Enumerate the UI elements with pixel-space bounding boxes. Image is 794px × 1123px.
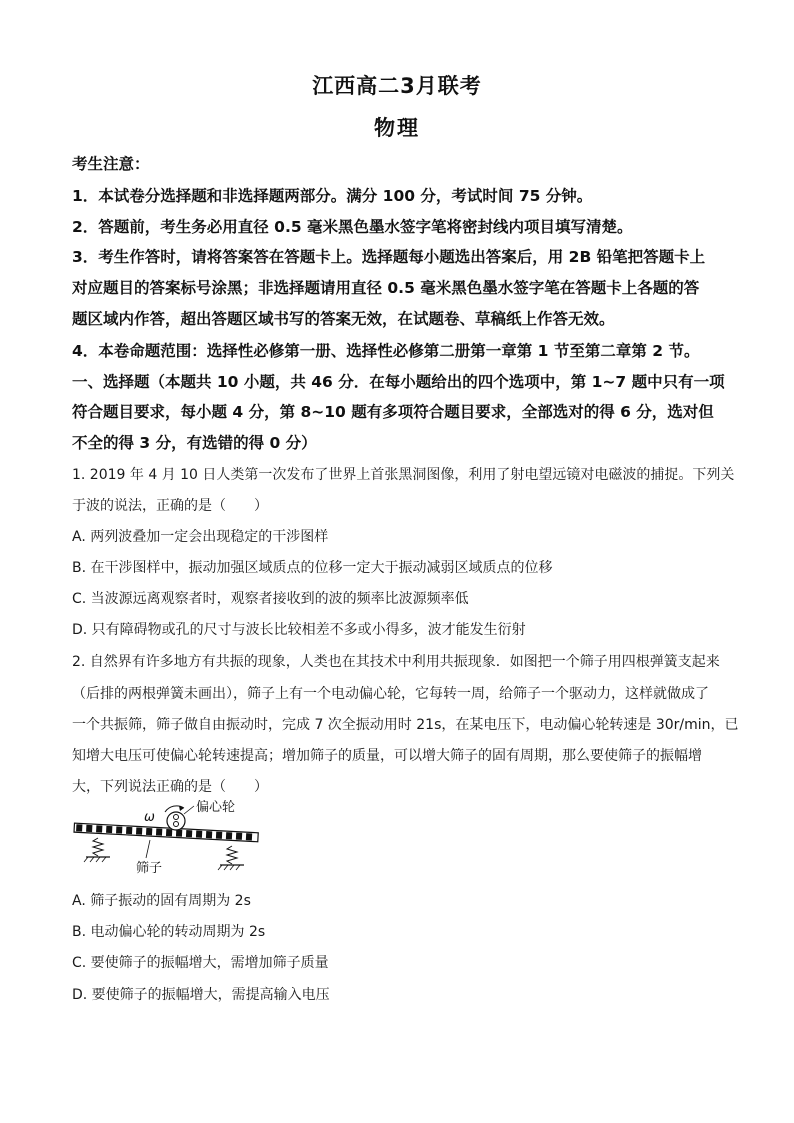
question-1-option-a: A. 两列波叠加一定会出现稳定的干涉图样 bbox=[72, 529, 329, 545]
wheel-leader-line bbox=[184, 806, 194, 814]
section-instructions: 不全的得 3 分，有选错的得 0 分） bbox=[72, 434, 317, 452]
right-spring bbox=[218, 846, 244, 870]
resonance-sieve-figure bbox=[72, 800, 262, 880]
sieve-leader-line bbox=[146, 840, 150, 858]
question-1-stem: 于波的说法，正确的是（ ） bbox=[72, 498, 268, 514]
question-2-option-d: D. 要使筛子的振幅增大，需提高输入电压 bbox=[72, 987, 330, 1003]
question-1-option-c: C. 当波源远离观察者时，观察者接收到的波的频率比波源频率低 bbox=[72, 591, 469, 607]
notice-item: 题区域内作答，超出答题区域书写的答案无效，在试题卷、草稿纸上作答无效。 bbox=[72, 310, 615, 328]
sieve-label: 筛子 bbox=[136, 861, 163, 876]
section-instructions: 一、选择题（本题共 10 小题，共 46 分．在每小题给出的四个选项中，第 1~7 题中只有一项 bbox=[72, 373, 725, 391]
question-2-option-a: A. 筛子振动的固有周期为 2s bbox=[72, 893, 251, 909]
sieve-plate bbox=[74, 823, 258, 842]
question-2-stem: （后排的两根弹簧未画出），筛子上有一个电动偏心轮，它每转一周，给筛子一个驱动力，这样就做成了 bbox=[72, 686, 709, 702]
subject-title: 物理 bbox=[374, 116, 420, 140]
question-2-option-c: C. 要使筛子的振幅增大，需增加筛子质量 bbox=[72, 955, 329, 971]
question-2-stem: 一个共振筛，筛子做自由振动时，完成 7 次全振动用时 21s，在某电压下，电动偏心轮转速是 30r/min，已 bbox=[72, 717, 739, 733]
question-1-stem: 1. 2019 年 4 月 10 日人类第一次发布了世界上首张黑洞图像，利用了射电望远镜对电磁波的捕捉。下列关 bbox=[72, 467, 735, 483]
question-1-option-d: D. 只有障碍物或孔的尺寸与波长比较相差不多或小得多，波才能发生衍射 bbox=[72, 622, 526, 638]
notice-item: 2．答题前，考生务必用直径 0.5 毫米黑色墨水签字笔将密封线内项目填写清楚。 bbox=[72, 218, 633, 236]
section-instructions: 符合题目要求，每小题 4 分，第 8~10 题有多项符合题目要求，全部选对的得 6 分，选对但 bbox=[72, 403, 714, 421]
omega-label: ω bbox=[144, 810, 155, 825]
question-2-stem: 2. 自然界有许多地方有共振的现象，人类也在其技术中利用共振现象．如图把一个筛子用四根弹簧支起来 bbox=[72, 654, 720, 670]
notice-item: 1．本试卷分选择题和非选择题两部分。满分 100 分，考试时间 75 分钟。 bbox=[72, 187, 593, 205]
eccentric-wheel bbox=[165, 806, 185, 830]
question-2-stem: 大，下列说法正确的是（ ） bbox=[72, 779, 268, 795]
notice-item: 4．本卷命题范围：选择性必修第一册、选择性必修第二册第一章第 1 节至第二章第 2 节。 bbox=[72, 342, 700, 360]
exam-title: 江西高二3月联考 bbox=[312, 74, 482, 98]
question-2-stem: 知增大电压可使偏心轮转速提高；增加筛子的质量，可以增大筛子的固有周期，那么要使筛子的振幅增 bbox=[72, 748, 702, 764]
notice-item: 3．考生作答时，请将答案答在答题卡上。选择题每小题选出答案后，用 2B 铅笔把答题卡上 bbox=[72, 248, 706, 266]
question-1-option-b: B. 在干涉图样中，振动加强区域质点的位移一定大于振动减弱区域质点的位移 bbox=[72, 560, 553, 576]
notice-item: 对应题目的答案标号涂黑；非选择题请用直径 0.5 毫米黑色墨水签字笔在答题卡上各题的答 bbox=[72, 279, 700, 297]
wheel-label: 偏心轮 bbox=[196, 800, 236, 815]
question-2-option-b: B. 电动偏心轮的转动周期为 2s bbox=[72, 924, 266, 940]
left-spring bbox=[84, 838, 110, 862]
notice-heading: 考生注意： bbox=[72, 155, 150, 173]
